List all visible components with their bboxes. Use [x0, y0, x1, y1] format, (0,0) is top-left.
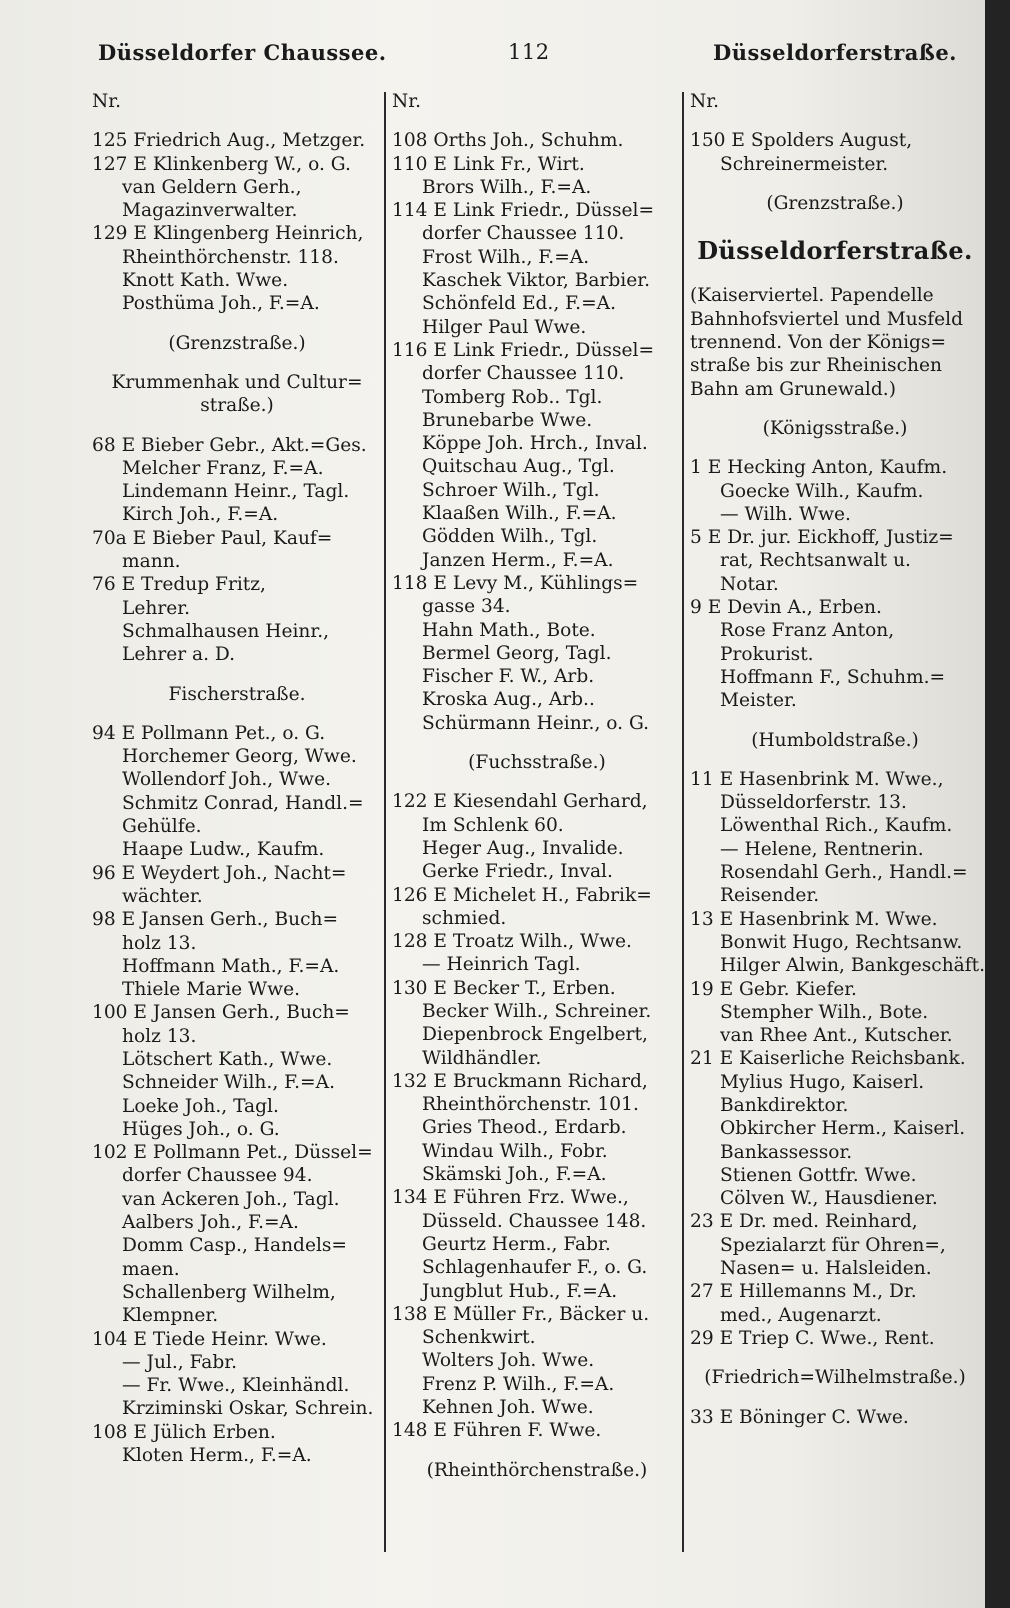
spacer	[690, 1350, 980, 1366]
house-entry: 134 E Führen Frz. Wwe.,	[392, 1187, 629, 1209]
spacer	[690, 752, 980, 768]
resident-entry: Domm Casp., Handels=	[122, 1235, 348, 1257]
resident-entry: Schneider Wilh., F.=A.	[122, 1072, 335, 1094]
house-entry: 138 E Müller Fr., Bäcker u.	[392, 1303, 650, 1325]
resident-entry: Schroer Wilh., Tgl.	[422, 479, 600, 501]
resident-entry: gasse 34.	[422, 596, 511, 618]
spacer	[92, 667, 382, 683]
column-rule	[384, 92, 386, 1552]
resident-entry: Diepenbrock Engelbert,	[422, 1024, 648, 1046]
resident-entry: Schallenberg Wilhelm,	[122, 1281, 336, 1303]
resident-entry: van Ackeren Joh., Tagl.	[122, 1188, 340, 1210]
resident-entry: — Jul., Fabr.	[122, 1351, 237, 1373]
resident-entry: dorfer Chaussee 110.	[422, 223, 625, 245]
resident-entry: Mylius Hugo, Kaiserl.	[720, 1071, 925, 1093]
resident-entry: Schmitz Conrad, Handl.=	[122, 792, 364, 814]
resident-entry: Brunebarbe Wwe.	[422, 409, 593, 431]
resident-entry: Hoffmann F., Schuhm.=	[720, 666, 946, 688]
resident-entry: Kaschek Viktor, Barbier.	[422, 270, 650, 292]
cross-street: Fischerstraße.	[168, 683, 306, 705]
house-entry: 148 E Führen F. Wwe.	[392, 1420, 602, 1442]
spacer	[690, 401, 980, 417]
resident-entry: Gries Theod., Erdarb.	[422, 1117, 627, 1139]
resident-entry: Lehrer.	[122, 597, 190, 619]
house-entry: 122 E Kiesendahl Gerhard,	[392, 791, 648, 813]
spacer	[690, 440, 980, 456]
resident-entry: Schmalhausen Heinr.,	[122, 620, 330, 642]
resident-entry: Rose Franz Anton,	[720, 620, 895, 642]
house-entry: 132 E Bruckmann Richard,	[392, 1070, 648, 1092]
house-entry: 1 E Hecking Anton, Kaufm.	[690, 457, 948, 479]
street-description: straße bis zur Rheinischen	[690, 355, 942, 377]
resident-entry: Posthüma Joh., F.=A.	[122, 293, 320, 315]
house-entry: 94 E Pollmann Pet., o. G.	[92, 722, 326, 744]
cross-street: (Königsstraße.)	[762, 417, 908, 439]
resident-entry: Köppe Joh. Hrch., Inval.	[422, 433, 648, 455]
column-label: Nr.	[690, 91, 720, 112]
street-heading: Düsseldorferstraße.	[697, 236, 973, 266]
house-entry: 33 E Böninger C. Wwe.	[690, 1406, 909, 1428]
resident-entry: Klaaßen Wilh., F.=A.	[422, 503, 617, 525]
house-entry: 126 E Michelet H., Fabrik=	[392, 884, 652, 906]
cross-street: (Friedrich=Wilhelmstraße.)	[704, 1367, 966, 1389]
resident-entry: Prokurist.	[720, 643, 814, 665]
resident-entry: Wildhändler.	[422, 1047, 542, 1069]
resident-entry: Stempher Wilh., Bote.	[720, 1001, 929, 1023]
resident-entry: Reisender.	[720, 885, 820, 907]
house-entry: 5 E Dr. jur. Eickhoff, Justiz=	[690, 527, 954, 549]
house-entry: 29 E Triep C. Wwe., Rent.	[690, 1327, 935, 1349]
resident-entry: Düsseldorferstr. 13.	[720, 792, 907, 814]
house-entry: 127 E Klinkenberg W., o. G.	[92, 153, 351, 175]
house-entry: 116 E Link Friedr., Düssel=	[392, 339, 655, 361]
house-entry: 13 E Hasenbrink M. Wwe.	[690, 908, 938, 930]
cross-street: (Grenzstraße.)	[766, 192, 904, 214]
resident-entry: Frost Wilh., F.=A.	[422, 246, 590, 268]
house-entry: 76 E Tredup Fritz,	[92, 574, 266, 596]
resident-entry: Knott Kath. Wwe.	[122, 270, 289, 292]
house-entry: 96 E Weydert Joh., Nacht=	[92, 862, 347, 884]
column-left	[92, 90, 382, 1467]
spacer	[392, 774, 682, 790]
resident-entry: — Fr. Wwe., Kleinhändl.	[122, 1375, 350, 1397]
resident-entry: Obkircher Herm., Kaiserl.	[720, 1118, 966, 1140]
resident-entry: Jungblut Hub., F.=A.	[422, 1280, 618, 1302]
resident-entry: Gerke Friedr., Inval.	[422, 861, 613, 883]
resident-entry: rat, Rechtsanwalt u.	[720, 550, 911, 572]
cross-street: (Humboldstraße.)	[751, 729, 919, 751]
resident-entry: Spezialarzt für Ohren=,	[720, 1234, 946, 1256]
house-entry: 11 E Hasenbrink M. Wwe.,	[690, 768, 944, 790]
resident-entry: Rheinthörchenstr. 101.	[422, 1094, 639, 1116]
cross-street: Krummenhak und Cultur=	[111, 371, 363, 393]
resident-entry: schmied.	[422, 907, 507, 929]
resident-entry: Bermel Georg, Tagl.	[422, 642, 612, 664]
resident-entry: Brors Wilh., F.=A.	[422, 176, 592, 198]
resident-entry: Schlagenhaufer F., o. G.	[422, 1257, 648, 1279]
resident-entry: Schenkwirt.	[422, 1327, 536, 1349]
resident-entry: Löwenthal Rich., Kaufm.	[720, 815, 953, 837]
column-right	[690, 90, 985, 1429]
running-head-left: Düsseldorfer Chaussee.	[98, 40, 387, 65]
resident-entry: dorfer Chaussee 110.	[422, 363, 625, 385]
resident-entry: holz 13.	[122, 1025, 197, 1047]
house-entry: 118 E Levy M., Kühlings=	[392, 572, 639, 594]
resident-entry: maen.	[122, 1258, 180, 1280]
cross-street: straße.)	[200, 395, 274, 417]
resident-entry: — Wilh. Wwe.	[720, 503, 851, 525]
house-entry: 129 E Klingenberg Heinrich,	[92, 223, 364, 245]
resident-entry: Rheinthörchenstr. 118.	[122, 246, 339, 268]
resident-entry: Meister.	[720, 690, 797, 712]
resident-entry: Notar.	[720, 573, 779, 595]
spacer	[690, 268, 980, 284]
street-description: trennend. Von der Königs=	[690, 332, 947, 354]
resident-entry: van Rhee Ant., Kutscher.	[720, 1025, 953, 1047]
house-entry: 108 Orths Joh., Schuhm.	[392, 130, 624, 152]
spacer	[690, 176, 980, 192]
resident-entry: Hoffmann Math., F.=A.	[122, 955, 340, 977]
running-head-right: Düsseldorferstraße.	[713, 40, 957, 65]
house-entry: 68 E Bieber Gebr., Akt.=Ges.	[92, 434, 367, 456]
resident-entry: Kirch Joh., F.=A.	[122, 504, 279, 526]
spacer	[392, 735, 682, 751]
resident-entry: Frenz P. Wilh., F.=A.	[422, 1373, 615, 1395]
resident-entry: Im Schlenk 60.	[422, 814, 564, 836]
resident-entry: Magazinverwalter.	[122, 200, 298, 222]
spacer	[392, 113, 682, 129]
resident-entry: Lehrer a. D.	[122, 644, 236, 666]
resident-entry: Thiele Marie Wwe.	[122, 979, 301, 1001]
resident-entry: Aalbers Joh., F.=A.	[122, 1212, 299, 1234]
resident-entry: Wolters Joh. Wwe.	[422, 1350, 595, 1372]
resident-entry: Fischer F. W., Arb.	[422, 666, 595, 688]
resident-entry: Horchemer Georg, Wwe.	[122, 746, 357, 768]
house-entry: 27 E Hillemanns M., Dr.	[690, 1281, 917, 1303]
resident-entry: dorfer Chaussee 94.	[122, 1165, 313, 1187]
house-entry: 23 E Dr. med. Reinhard,	[690, 1211, 918, 1233]
house-entry: 70a E Bieber Paul, Kauf=	[92, 527, 333, 549]
resident-entry: Wollendorf Joh., Wwe.	[122, 769, 331, 791]
resident-entry: Bankassessor.	[720, 1141, 853, 1163]
resident-entry: Rosendahl Gerh., Handl.=	[720, 862, 968, 884]
street-description: Bahn am Grunewald.)	[690, 378, 896, 400]
resident-entry: holz 13.	[122, 932, 197, 954]
resident-entry: Kehnen Joh. Wwe.	[422, 1397, 594, 1419]
resident-entry: Krziminski Oskar, Schrein.	[122, 1398, 374, 1420]
page-number: 112	[508, 40, 550, 64]
column-label: Nr.	[92, 91, 122, 112]
resident-entry: Heger Aug., Invalide.	[422, 837, 624, 859]
house-entry: 98 E Jansen Gerh., Buch=	[92, 909, 339, 931]
spacer	[690, 713, 980, 729]
resident-entry: Kloten Herm., F.=A.	[122, 1445, 312, 1467]
resident-entry: Gödden Wilh., Tgl.	[422, 526, 598, 548]
house-entry: 128 E Troatz Wilh., Wwe.	[392, 931, 632, 953]
resident-entry: Haape Ludw., Kaufm.	[122, 839, 325, 861]
house-entry: 100 E Jansen Gerh., Buch=	[92, 1002, 350, 1024]
house-entry: 108 E Jülich Erben.	[92, 1421, 276, 1443]
resident-entry: Nasen= u. Halsleiden.	[720, 1258, 932, 1280]
spacer	[92, 706, 382, 722]
house-entry: 9 E Devin A., Erben.	[690, 597, 882, 619]
column-middle	[392, 90, 682, 1482]
spacer	[92, 113, 382, 129]
resident-entry: wächter.	[122, 885, 203, 907]
resident-entry: van Geldern Gerh.,	[122, 176, 302, 198]
resident-entry: Tomberg Rob.. Tgl.	[422, 386, 603, 408]
resident-entry: Stienen Gottfr. Wwe.	[720, 1164, 917, 1186]
resident-entry: Janzen Herm., F.=A.	[422, 549, 614, 571]
resident-entry: Düsseld. Chaussee 148.	[422, 1210, 647, 1232]
resident-entry: Hilger Paul Wwe.	[422, 316, 587, 338]
resident-entry: Kroska Aug., Arb..	[422, 689, 595, 711]
house-entry: 102 E Pollmann Pet., Düssel=	[92, 1142, 373, 1164]
house-entry: 125 Friedrich Aug., Metzger.	[92, 130, 366, 152]
resident-entry: Lindemann Heinr., Tagl.	[122, 481, 350, 503]
resident-entry: Quitschau Aug., Tgl.	[422, 456, 615, 478]
resident-entry: Schreinermeister.	[720, 153, 889, 175]
resident-entry: med., Augenarzt.	[720, 1304, 882, 1326]
house-entry: 104 E Tiede Heinr. Wwe.	[92, 1328, 327, 1350]
cross-street: (Grenzstraße.)	[168, 332, 306, 354]
spacer	[92, 418, 382, 434]
resident-entry: Skämski Joh., F.=A.	[422, 1164, 607, 1186]
resident-entry: Schönfeld Ed., F.=A.	[422, 293, 616, 315]
house-entry: 114 E Link Friedr., Düssel=	[392, 200, 655, 222]
street-description: Bahnhofsviertel und Musfeld	[690, 308, 964, 330]
column-label: Nr.	[392, 91, 422, 112]
spacer	[92, 355, 382, 371]
resident-entry: Bonwit Hugo, Rechtsanw.	[720, 931, 963, 953]
resident-entry: Schürmann Heinr., o. G.	[422, 712, 650, 734]
spacer	[690, 1390, 980, 1406]
resident-entry: Loeke Joh., Tagl.	[122, 1095, 279, 1117]
resident-entry: Hilger Alwin, Bankgeschäft.	[720, 955, 985, 977]
house-entry: 21 E Kaiserliche Reichsbank.	[690, 1048, 966, 1070]
resident-entry: Melcher Franz, F.=A.	[122, 457, 324, 479]
resident-entry: Cölven W., Hausdiener.	[720, 1188, 938, 1210]
house-entry: 130 E Becker T., Erben.	[392, 977, 616, 999]
resident-entry: Gehülfe.	[122, 816, 202, 838]
house-entry: 110 E Link Fr., Wirt.	[392, 153, 585, 175]
house-entry: 150 E Spolders August,	[690, 130, 913, 152]
street-description: (Kaiserviertel. Papendelle	[690, 285, 934, 307]
resident-entry: Bankdirektor.	[720, 1094, 849, 1116]
spacer	[690, 113, 980, 129]
spacer	[92, 316, 382, 332]
page-edge	[985, 0, 1010, 1608]
resident-entry: Klempner.	[122, 1305, 219, 1327]
resident-entry: Geurtz Herm., Fabr.	[422, 1233, 611, 1255]
resident-entry: — Heinrich Tagl.	[422, 954, 581, 976]
resident-entry: Hüges Joh., o. G.	[122, 1118, 280, 1140]
resident-entry: mann.	[122, 551, 181, 573]
resident-entry: — Helene, Rentnerin.	[720, 838, 924, 860]
column-rule	[682, 92, 684, 1552]
resident-entry: Becker Wilh., Schreiner.	[422, 1000, 652, 1022]
cross-street: (Fuchsstraße.)	[468, 752, 606, 774]
resident-entry: Windau Wilh., Fobr.	[422, 1140, 608, 1162]
spacer	[392, 1443, 682, 1459]
cross-street: (Rheinthörchenstraße.)	[426, 1459, 648, 1481]
resident-entry: Hahn Math., Bote.	[422, 619, 596, 641]
house-entry: 19 E Gebr. Kiefer.	[690, 978, 857, 1000]
resident-entry: Lötschert Kath., Wwe.	[122, 1048, 333, 1070]
resident-entry: Goecke Wilh., Kaufm.	[720, 480, 924, 502]
spacer	[690, 215, 980, 231]
